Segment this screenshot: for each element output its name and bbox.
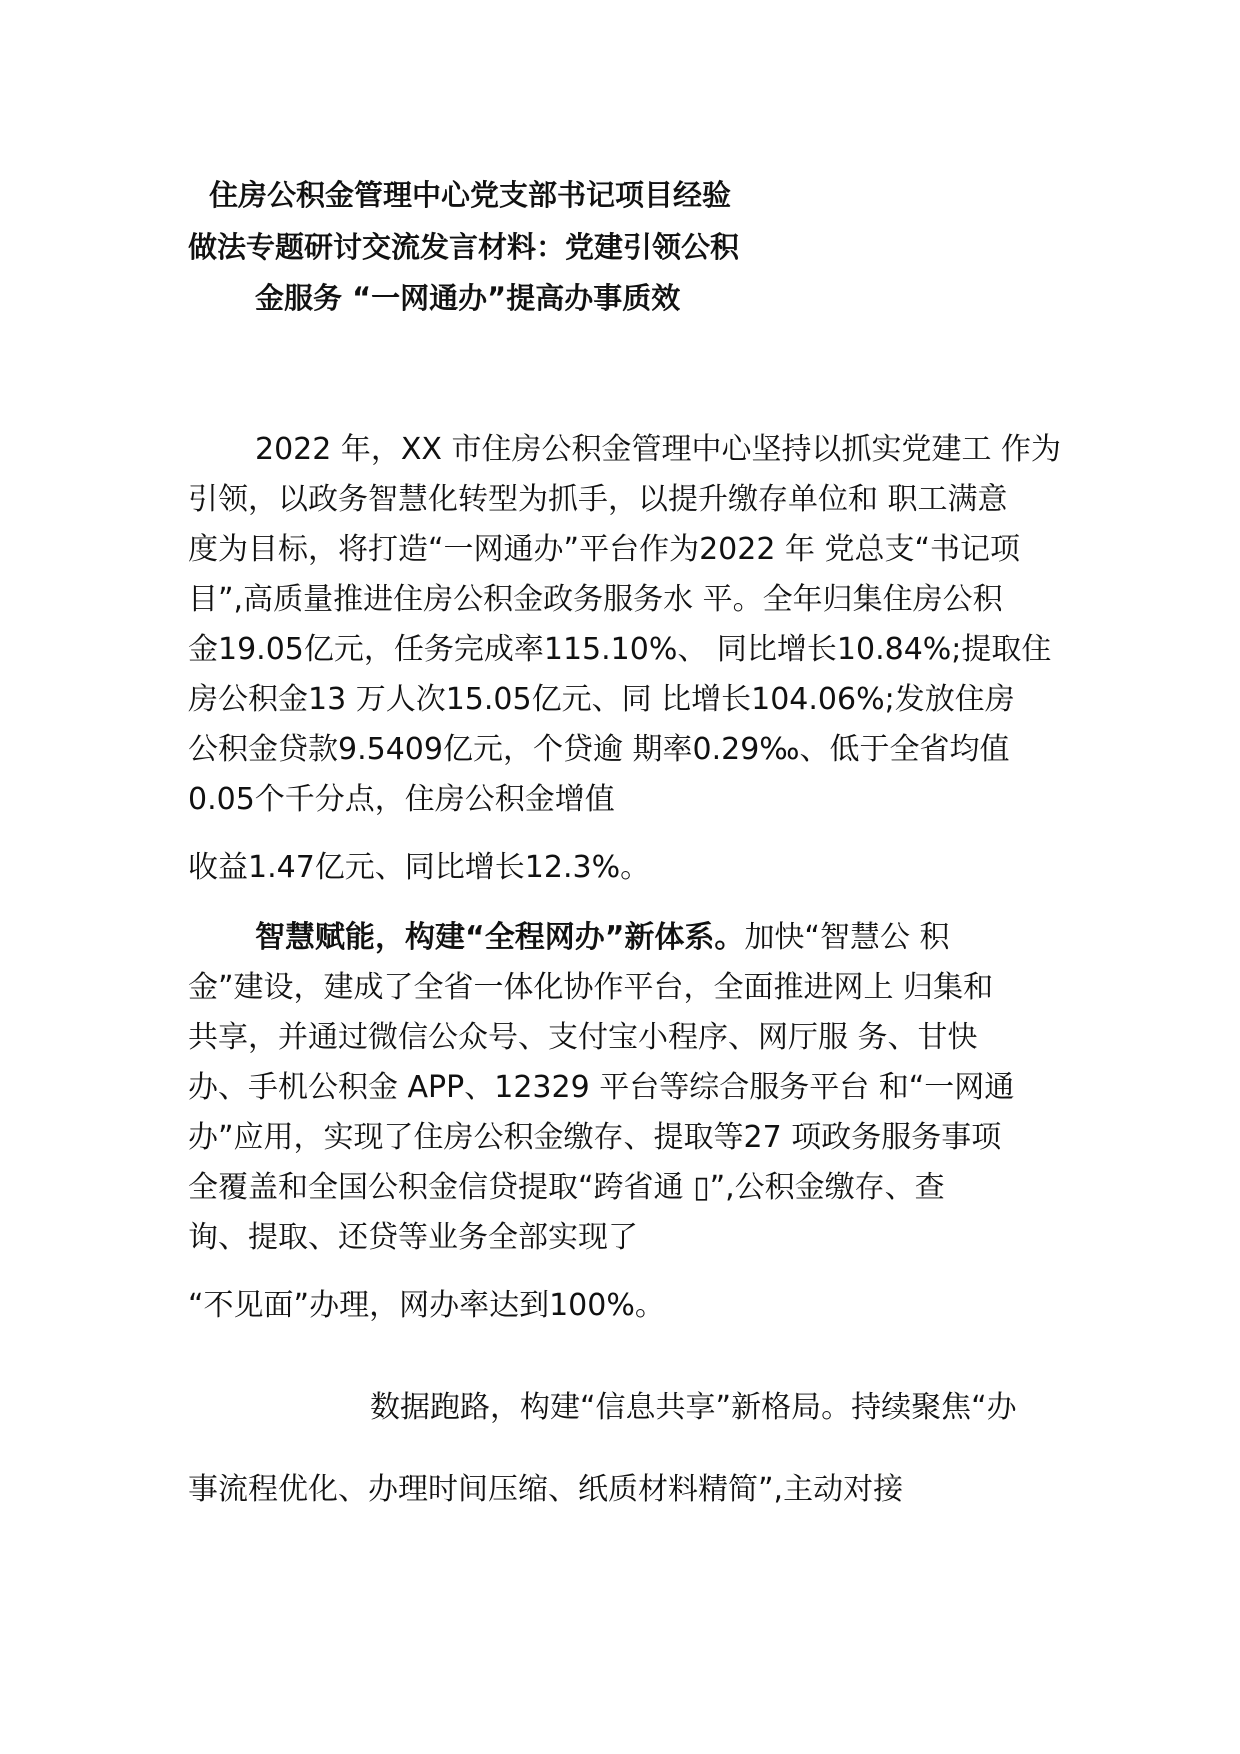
para1-line-1: 2022 年，XX 市住房公积金管理中心坚持以抓实党建工 作为 <box>255 432 1062 467</box>
title-line-3: 金服务 “一网通办”提高办事质效 <box>255 281 681 315</box>
para2-line-4: 办、手机公积金 APP、12329 平台等综合服务平台 和“一网通 <box>188 1070 1015 1105</box>
para2-line-6: 全覆盖和全国公积金信贷提取“跨省通 ▯”,公积金缴存、查 <box>188 1170 945 1205</box>
para2-line-2: 金”建设，建成了全省一体化协作平台，全面推进网上 归集和 <box>188 970 994 1005</box>
para1-line-4: 目”,高质量推进住房公积金政务服务水 平。全年归集住房公积 <box>188 582 1003 617</box>
para1-line-2: 引领，以政务智慧化转型为抓手，以提升缴存单位和 职工满意 <box>188 482 1008 517</box>
para2-heading: 智慧赋能，构建“全程网办”新体系。 <box>255 920 745 955</box>
para1-line-7: 公积金贷款9.5409亿元，个贷逾 期率0.29‰、低于全省均值 <box>188 732 1010 767</box>
para3-line-2: 事流程优化、办理时间压缩、纸质材料精简”,主动对接 <box>188 1472 904 1507</box>
para3-heading: 数据跑路，构建“信息共享”新格局。 <box>370 1390 852 1425</box>
para1-line-9: 收益1.47亿元、同比增长12.3%。 <box>188 850 651 885</box>
para3-line-1 <box>370 1388 1017 1428</box>
para1-line-6: 房公积金13 万人次15.05亿元、同 比增长104.06%;发放住房 <box>188 682 1015 717</box>
para1-line-8: 0.05个千分点，住房公积金增值 <box>188 782 615 817</box>
para2-line-1 <box>255 918 950 958</box>
title-line-1: 住房公积金管理中心党支部书记项目经验 <box>209 178 732 212</box>
title-line-2: 做法专题研讨交流发言材料：党建引领公积 <box>188 230 740 264</box>
para2-line-3: 共享，并通过微信公众号、支付宝小程序、网厅服 务、甘快 <box>188 1020 978 1055</box>
para2-line-1-rest: 加快“智慧公 积 <box>744 920 950 955</box>
para2-line-5: 办”应用，实现了住房公积金缴存、提取等27 项政务服务事项 <box>188 1120 1002 1155</box>
para2-line-7: 询、提取、还贷等业务全部实现了 <box>188 1220 638 1255</box>
para3-line-1-rest: 持续聚焦“办 <box>851 1390 1017 1425</box>
para2-line-8: “不见面”办理，网办率达到100%。 <box>188 1288 665 1323</box>
para1-line-3: 度为目标，将打造“一网通办”平台作为2022 年 党总支“书记项 <box>188 532 1021 567</box>
para1-line-5: 金19.05亿元，任务完成率115.10%、 同比增长10.84%;提取住 <box>188 632 1052 667</box>
